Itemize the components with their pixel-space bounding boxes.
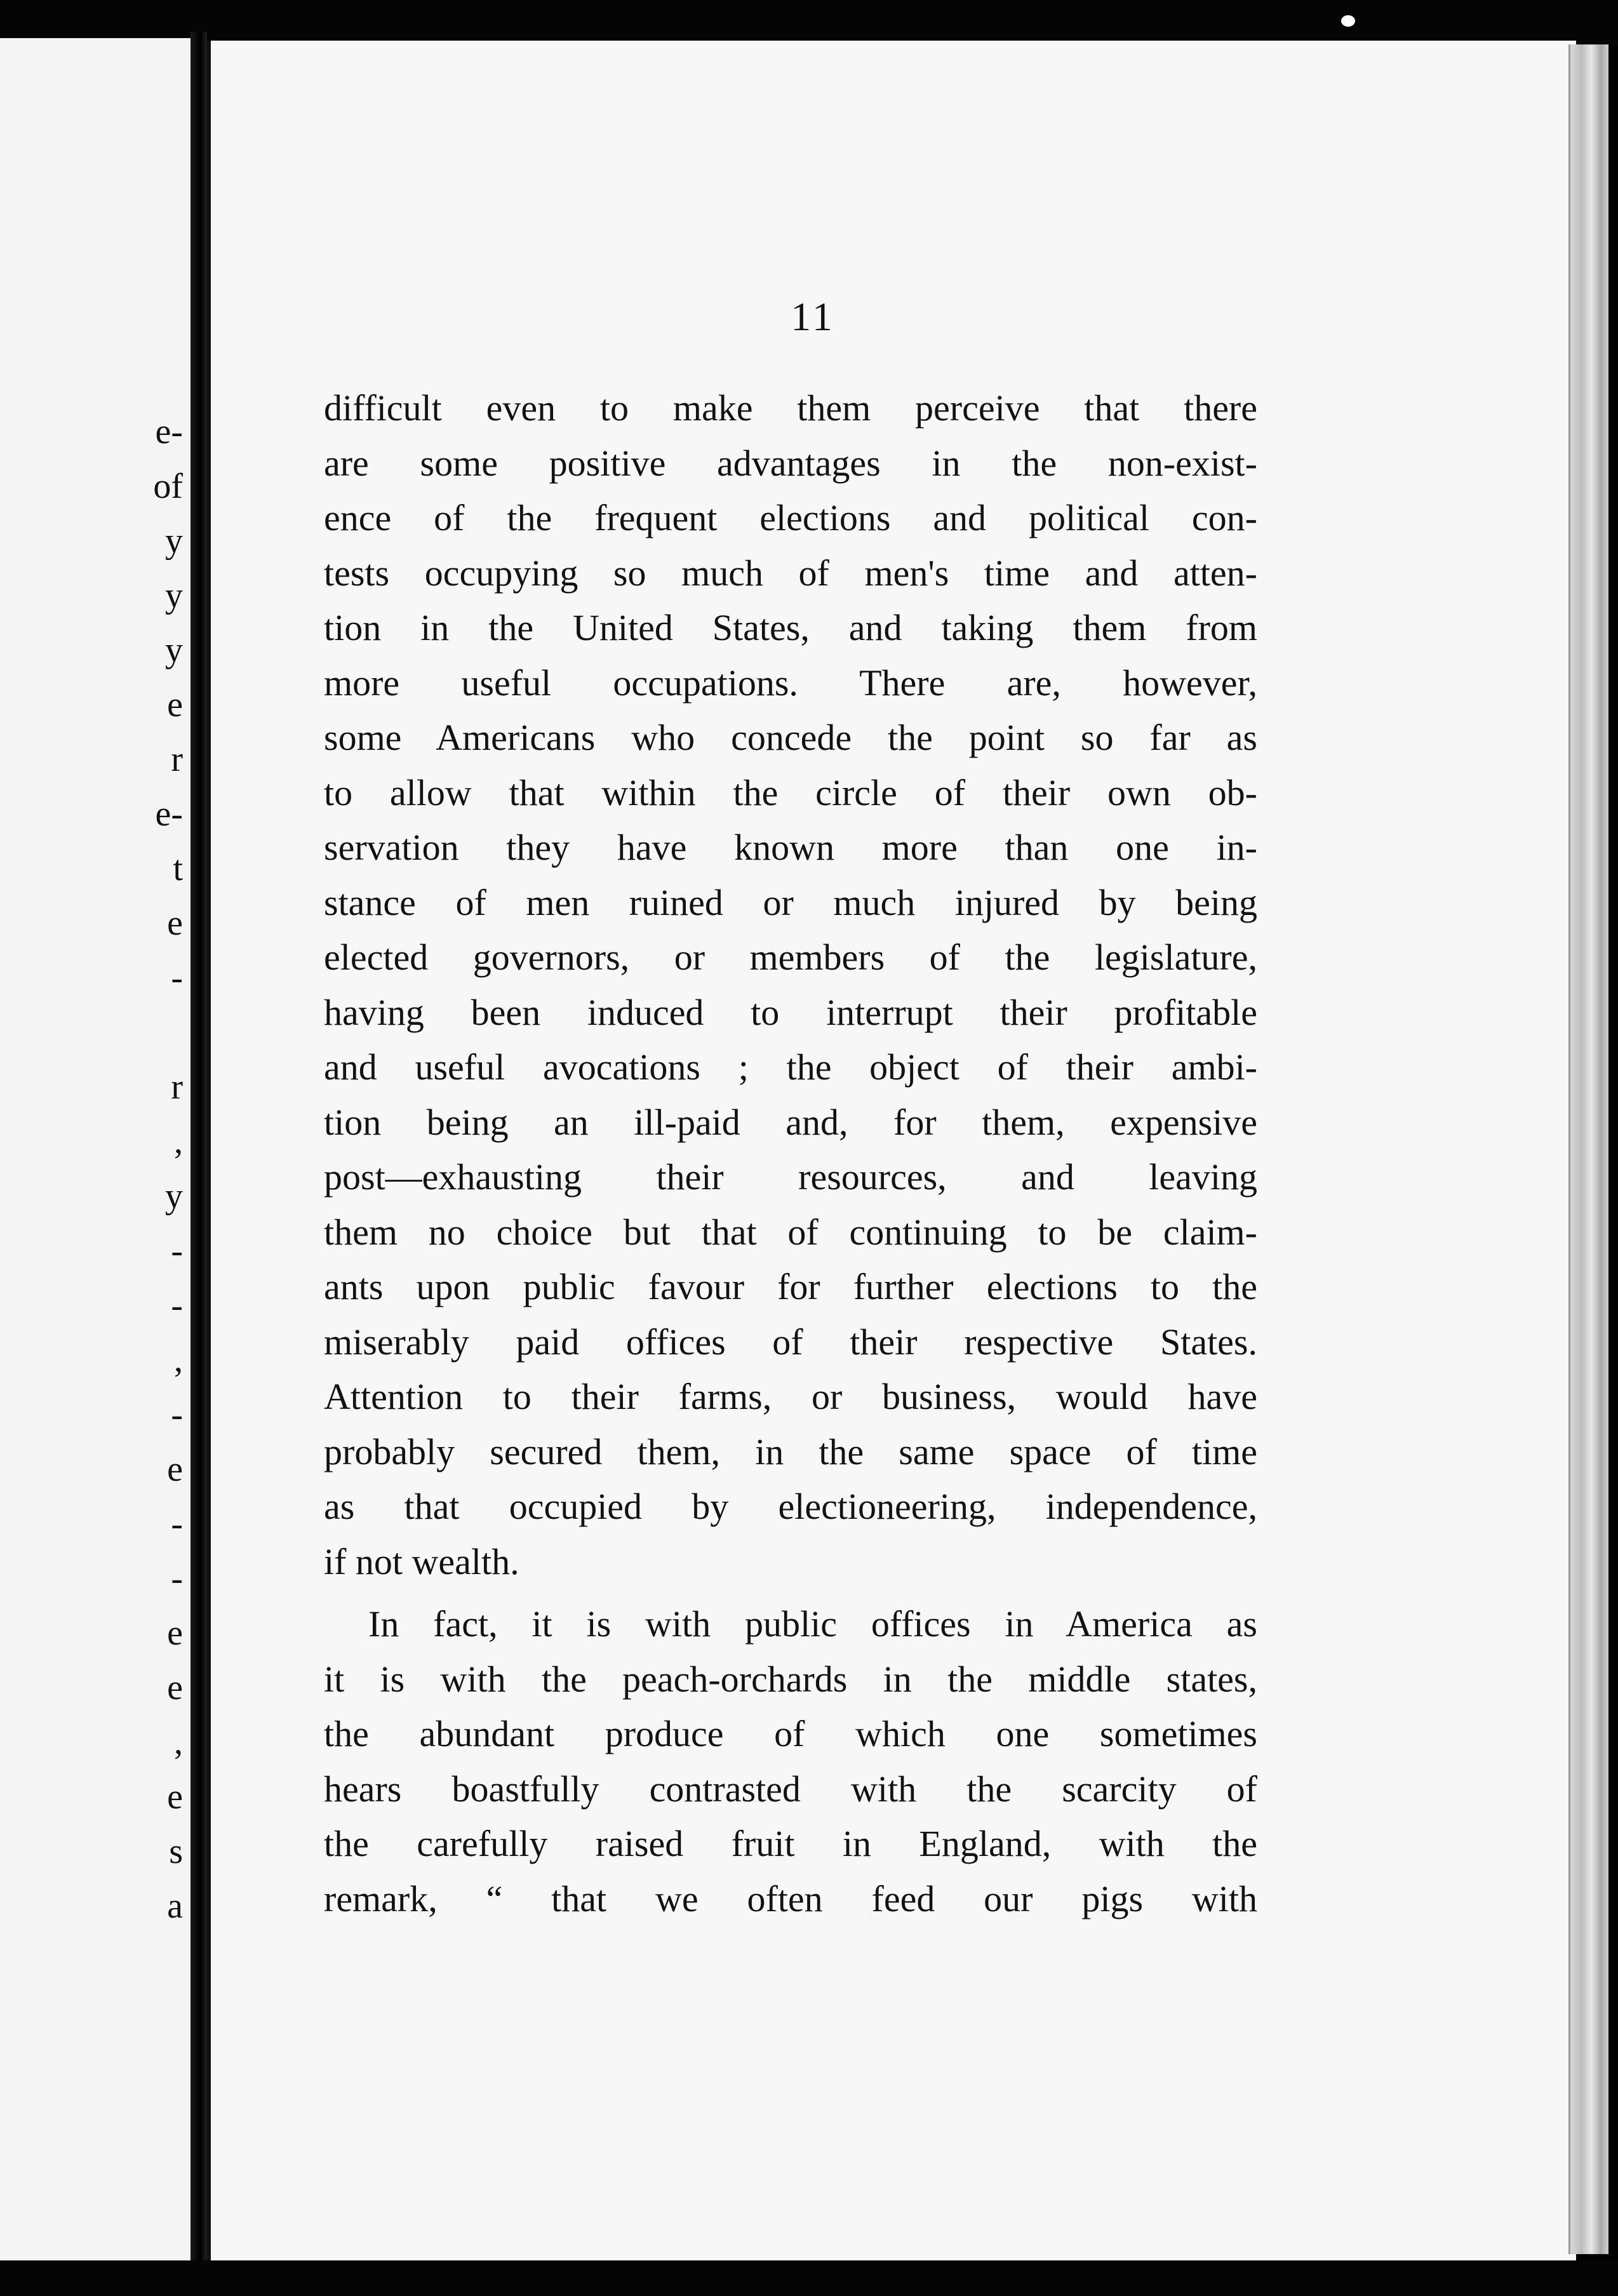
page-body-text bbox=[324, 381, 1257, 1926]
fragment-line: of bbox=[153, 467, 183, 506]
fragment-line: - bbox=[171, 1231, 183, 1271]
text-line: are some positive advantages in the non-exist- bbox=[324, 442, 1257, 484]
text-line: ence of the frequent elections and political con- bbox=[324, 497, 1257, 538]
text-line: elected governors, or members of the legislature, bbox=[324, 937, 1257, 978]
text-line: more useful occupations. There are, however, bbox=[324, 662, 1257, 704]
fragment-line: , bbox=[174, 1340, 183, 1380]
fragment-line: - bbox=[171, 1559, 183, 1598]
fragment-line: e bbox=[167, 1450, 183, 1489]
fragment-line: r bbox=[171, 1067, 183, 1107]
fragment-line: - bbox=[171, 1286, 183, 1325]
text-line: and useful avocations ; the object of their ambi- bbox=[324, 1046, 1257, 1088]
fragment-line: e bbox=[167, 904, 183, 943]
text-line: to allow that within the circle of their own ob- bbox=[324, 771, 1257, 813]
fragment-line: , bbox=[174, 1723, 183, 1762]
text-line: tion being an ill-paid and, for them, expensive bbox=[324, 1101, 1257, 1143]
fragment-line: s bbox=[169, 1832, 183, 1871]
text-line: it is with the peach-orchards in the middle states, bbox=[324, 1658, 1257, 1700]
text-line: the carefully raised fruit in England, with the bbox=[324, 1823, 1257, 1864]
fragment-line: e- bbox=[155, 794, 183, 834]
fragment-line: e bbox=[167, 1777, 183, 1817]
text-line: difficult even to make them perceive that there bbox=[324, 387, 1257, 429]
page-edge-stack bbox=[1568, 44, 1608, 2254]
text-line: as that occupied by electioneering, independence, bbox=[324, 1486, 1257, 1527]
text-line: some Americans who concede the point so far as bbox=[324, 717, 1257, 758]
fragment-line: e bbox=[167, 1668, 183, 1707]
text-line: remark, “ that we often feed our pigs with bbox=[324, 1878, 1257, 1919]
fragment-line: y bbox=[165, 521, 183, 561]
fragment-line: y bbox=[165, 1177, 183, 1216]
fragment-line: y bbox=[165, 576, 183, 615]
fragment-line: t bbox=[173, 849, 183, 888]
text-line: hears boastfully contrasted with the scarcity of bbox=[324, 1768, 1257, 1810]
page-number: 11 bbox=[791, 294, 835, 339]
paragraph-start-line: In fact, it is with public offices in America as bbox=[368, 1603, 1257, 1645]
text-line: tion in the United States, and taking them from bbox=[324, 607, 1257, 648]
fragment-line: e bbox=[167, 1613, 183, 1653]
text-line: Attention to their farms, or business, would have bbox=[324, 1376, 1257, 1417]
fragment-line: - bbox=[171, 1395, 183, 1434]
text-line: servation they have known more than one in- bbox=[324, 827, 1257, 868]
gutter-shadow bbox=[191, 32, 207, 2267]
text-line: the abundant produce of which one sometimes bbox=[324, 1713, 1257, 1754]
fragment-line: , bbox=[174, 1122, 183, 1161]
text-line: probably secured them, in the same space of time bbox=[324, 1431, 1257, 1472]
text-line: having been induced to interrupt their profitable bbox=[324, 991, 1257, 1033]
scan-bottom-border bbox=[0, 2260, 1618, 2296]
fragment-line: e- bbox=[155, 412, 183, 451]
scan-top-border bbox=[0, 0, 1618, 46]
text-line: ants upon public favour for further elections to the bbox=[324, 1266, 1257, 1307]
fragment-line: r bbox=[171, 740, 183, 779]
fragment-line: e bbox=[167, 685, 183, 724]
text-line: tests occupying so much of men's time and atten- bbox=[324, 552, 1257, 594]
text-line: stance of men ruined or much injured by being bbox=[324, 881, 1257, 923]
paragraph-end-line: if not wealth. bbox=[324, 1540, 519, 1582]
fragment-line: - bbox=[171, 958, 183, 998]
fragment-line: - bbox=[171, 1504, 183, 1544]
text-line: post—exhausting their resources, and leaving bbox=[324, 1156, 1257, 1198]
fragment-line: y bbox=[165, 631, 183, 670]
facing-page-fragment bbox=[0, 38, 191, 2260]
fragment-line: a bbox=[167, 1886, 183, 1926]
scan-speck bbox=[1341, 15, 1355, 27]
text-line: miserably paid offices of their respective States. bbox=[324, 1321, 1257, 1363]
text-line: them no choice but that of continuing to be claim- bbox=[324, 1211, 1257, 1253]
